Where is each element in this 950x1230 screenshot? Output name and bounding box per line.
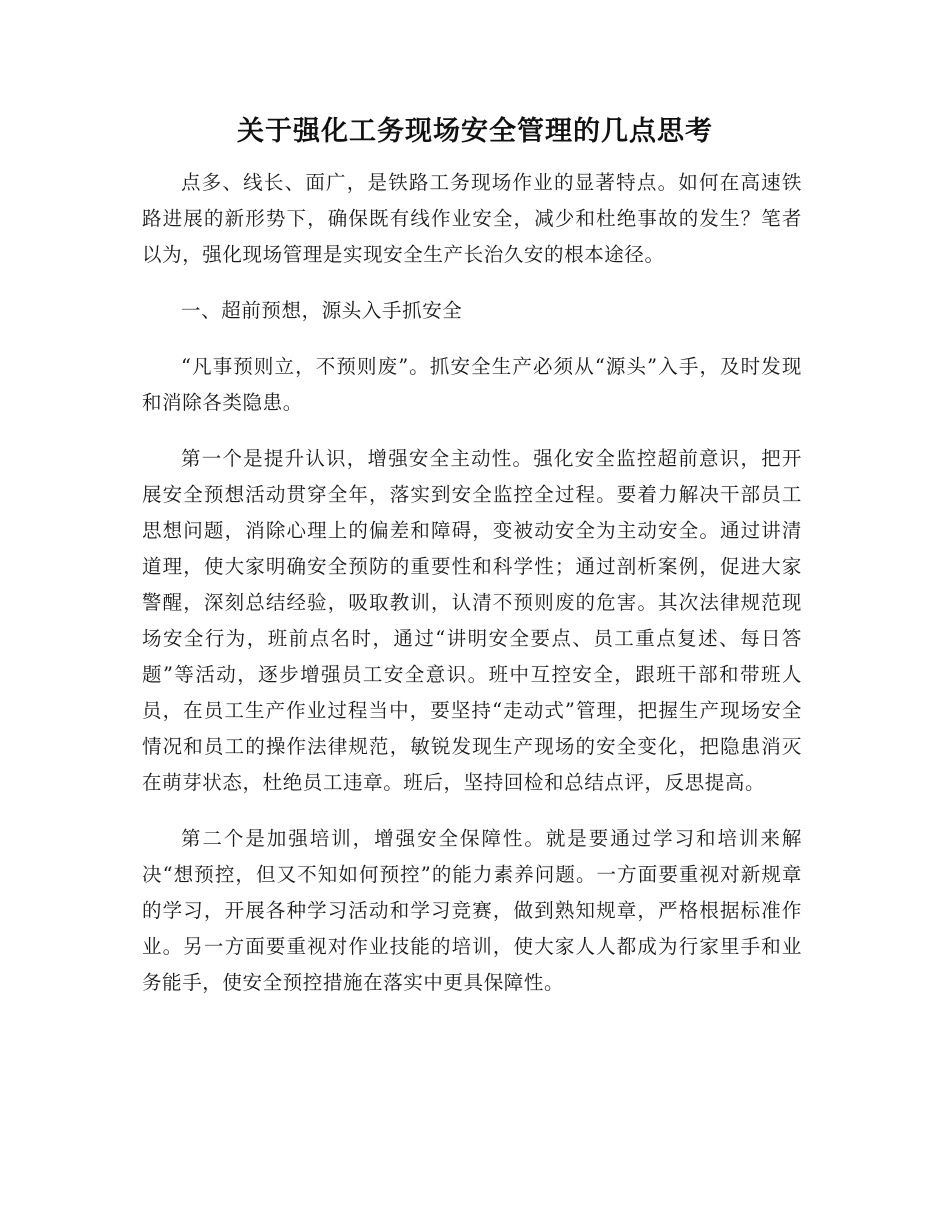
section-heading-1: 一、超前预想，源头入手抓安全 [181, 299, 463, 322]
document-body [142, 165, 802, 1001]
paragraph-first-point: 第一个是提升认识，增强安全主动性。强化安全监控超前意识，把开展安全预想活动贯穿全年，落实到安全监控全过程。要着力解决干部员工思想问题，消除心理上的偏差和障碍，变被动安全为主动安全。通过讲清道理，使大家明确安全预防的重要性和科学性；通过剖析案例，促进大家警醒，深刻总结经验，吸取教训，认清不预则废的危害。其次法律规范现场安全行为，班前点名时，通过“讲明安全要点、员工重点复述、每日答题”等活动，逐步增强员工安全意识。班中互控安全，跟班干部和带班人员，在员工生产作业过程当中，要坚持“走动式”管理，把握生产现场安全情况和员工的操作法律规范，敏锐发现生产现场的安全变化，把隐患消灭在萌芽状态，杜绝员工违章。班后，坚持回检和总结点评，反思提高。 [142, 447, 802, 794]
paragraph-intro: 点多、线长、面广，是铁路工务现场作业的显著特点。如何在高速铁路进展的新形势下，确保既有线作业安全，减少和杜绝事故的发生？笔者以为，强化现场管理是实现安全生产长治久安的根本途径。 [142, 171, 802, 266]
paragraph-proverb: “凡事预则立，不预则废”。抓安全生产必须从“源头”入手，及时发现和消除各类隐患。 [142, 355, 802, 414]
document-title: 关于强化工务现场安全管理的几点思考 [237, 116, 713, 147]
paragraph-second-point: 第二个是加强培训，增强安全保障性。就是要通过学习和培训来解决“想预控，但又不知如何预控”的能力素养问题。一方面要重视对新规章的学习，开展各种学习活动和学习竞赛，做到熟知规章，严格根据标准作业。另一方面要重视对作业技能的培训，使大家人人都成为行家里手和业务能手，使安全预控措施在落实中更具保障性。 [142, 827, 802, 994]
